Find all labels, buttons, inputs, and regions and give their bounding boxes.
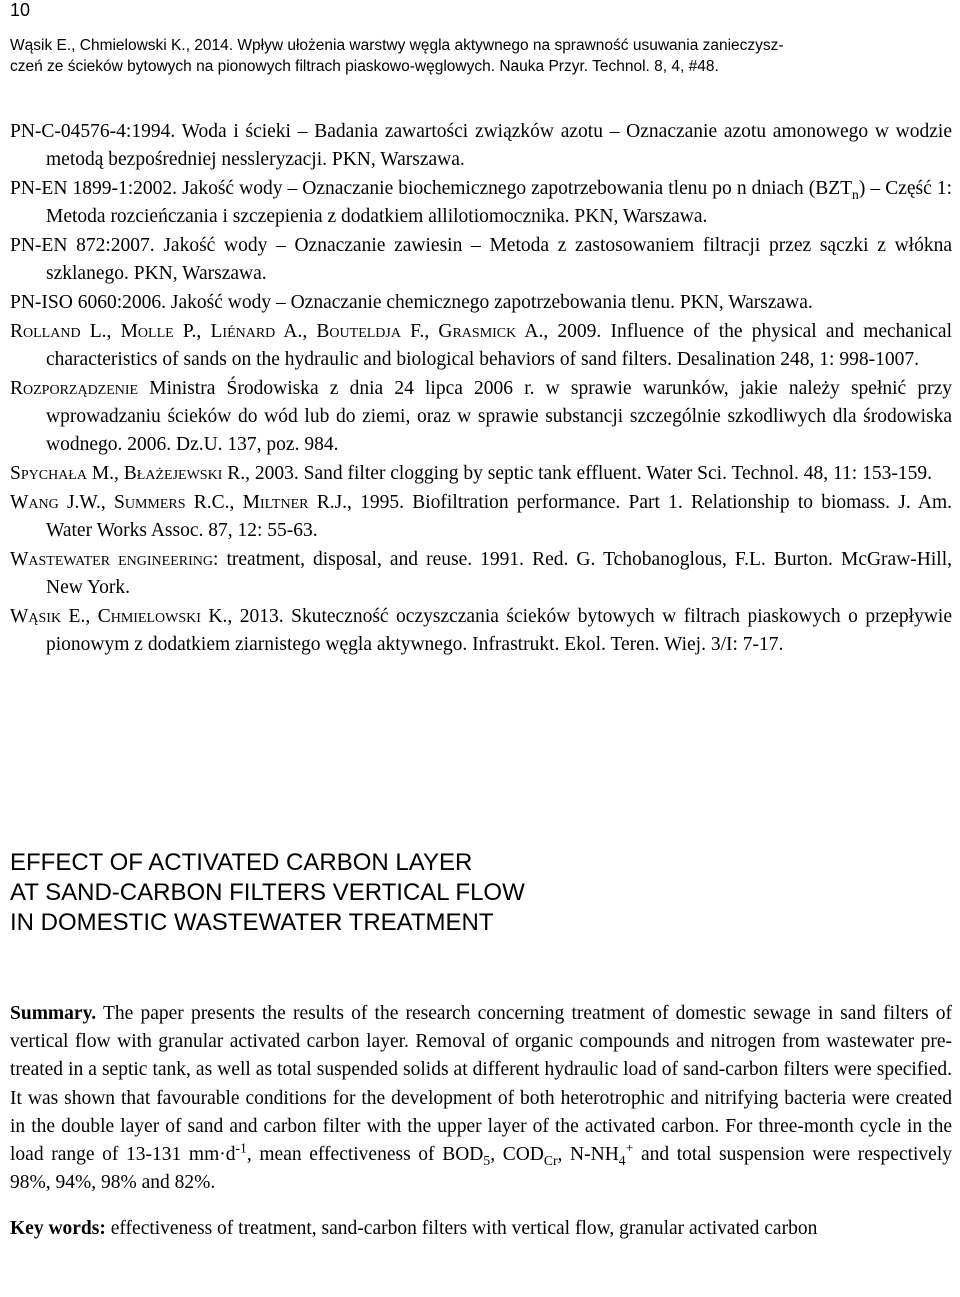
reference-list [10,118,952,660]
reference-text: ) – Część 1: Metoda rozcieńczania i szczepienia z dodatkiem allilotiomocznika. PKN, Warszawa. [46,178,952,227]
reference-item [10,489,952,545]
summary-paragraph [10,1000,952,1197]
reference-item [10,460,952,488]
reference-item [10,546,952,602]
summary-text: The paper presents the results of the research concerning treatment of domestic sewage in sand filters of vertical flow with granular activated carbon layer. Removal of organic compounds and nitrogen from wastewater pre-treated in a septic tank, as well as total suspended solids at different hydraulic load of sand-carbon filters were specified. It was shown that favourable conditions for the development of both heterotrophic and nitrifying bacteria were created in the double layer of sand and carbon filter with the upper layer of the activated carbon. For three-month cycle in the load range of 13-131 mm·d [10,1003,952,1166]
reference-text: , 1995. Biofiltration performance. Part 1. Relationship to biomass. J. Am. Water Works Assoc. 87, 12: 55-63. [46,492,952,541]
summary-text: , N-NH [557,1144,619,1166]
reference-item [10,232,952,288]
reference-text: Woda i ścieki – Badania zawartości związków azotu – Oznaczanie azotu amonowego w wodzie metodą bezpośredniej nessleryzacji. PKN, Warszawa. [46,121,952,170]
reference-text: Jakość wody – Oznaczanie chemicznego zapotrzebowania tlenu. PKN, Warszawa. [166,292,813,313]
reference-item [10,118,952,174]
reference-item [10,289,952,317]
reference-text: Ministra Środowiska z dnia 24 lipca 2006 r. w sprawie warunków, jakie należy spełnić przy wprowadzaniu ścieków do wód lub do ziemi, oraz w sprawie substancji szczególnie szkodliwych dla środowiska wodnego. 2006. Dz.U. 137, poz. 984. [46,378,952,455]
reference-authors: Rolland L., Molle P., Liénard A., Bouteldja F., Grasmick A. [10,321,544,342]
reference-authors: Rozporządzenie [10,378,139,399]
reference-item [10,318,952,374]
citation-header [10,35,950,77]
reference-text: : treatment, disposal, and reuse. 1991. Red. G. Tchobanoglous, F.L. Burton. McGraw-Hill, New York. [46,549,952,598]
keywords [10,1215,952,1243]
reference-text: , 2013. Skuteczność oczyszczania ścieków bytowych w filtrach piaskowych o przepływie pionowym z dodatkiem ziarnistego węgla aktywnego. Infrastrukt. Ekol. Teren. Wiej. 3/I: 7-17. [46,606,953,655]
reference-item [10,375,952,459]
citation-line: czeń ze ścieków bytowych na pionowych filtrach piaskowo-węglowych. Nauka Przyr. Technol. 8, 4, #48. [10,58,719,75]
reference-text: , 2009. Influence of the physical and mechanical characteristics of sands on the hydraulic and biological behaviors of sand filters. Desalination 248, 1: 998-1007. [46,321,952,370]
page-number: 10 [10,0,31,20]
summary-text: , mean effectiveness of BOD [246,1144,484,1166]
reference-standard: PN-C-04576-4:1994. [10,121,176,142]
summary-text: and total suspension were respectively 98%, 94%, 98% and 82%. [10,1144,953,1194]
reference-authors: Spychała M., Błażejewski R. [10,463,246,484]
keywords-text: effectiveness of treatment, sand-carbon filters with vertical flow, granular activated carbon [110,1218,818,1239]
reference-text: Jakość wody – Oznaczanie biochemicznego zapotrzebowania tlenu po n dniach (BZT [177,178,853,199]
reference-item [10,603,952,659]
subscript: 5 [483,1152,491,1168]
reference-text: Jakość wody – Oznaczanie zawiesin – Metoda z zastosowaniem filtracji przez sączki z włókna szklanego. PKN, Warszawa. [46,235,952,284]
superscript: -1 [235,1140,247,1156]
reference-authors: Wang J.W., Summers R.C., Miltner R.J. [10,492,348,513]
reference-standard: PN-EN 1899-1:2002. [10,178,178,199]
title-line: IN DOMESTIC WASTEWATER TREATMENT [10,909,494,936]
reference-authors: Wastewater engineering [10,549,213,570]
subscript: Cr [543,1152,558,1168]
reference-item [10,175,952,231]
reference-standard: PN-ISO 6060:2006. [10,292,167,313]
subscript: 4 [618,1152,626,1168]
summary-text: , COD [490,1144,544,1166]
citation-line: Wąsik E., Chmielowski K., 2014. Wpływ ułożenia warstwy węgla aktywnego na sprawność usuwania zanieczysz- [10,37,784,54]
reference-text: , 2003. Sand filter clogging by septic tank effluent. Water Sci. Technol. 48, 11: 153-159. [245,463,932,484]
title-line: EFFECT OF ACTIVATED CARBON LAYER [10,849,473,876]
reference-authors: Wąsik E., Chmielowski K. [10,606,228,627]
reference-standard: PN-EN 872:2007. [10,235,155,256]
summary-label: Summary. [10,1003,97,1024]
title-line: AT SAND-CARBON FILTERS VERTICAL FLOW [10,879,525,906]
english-title [10,848,910,938]
subscript: n [852,186,859,202]
keywords-label: Key words: [10,1218,106,1239]
superscript: + [625,1140,634,1156]
